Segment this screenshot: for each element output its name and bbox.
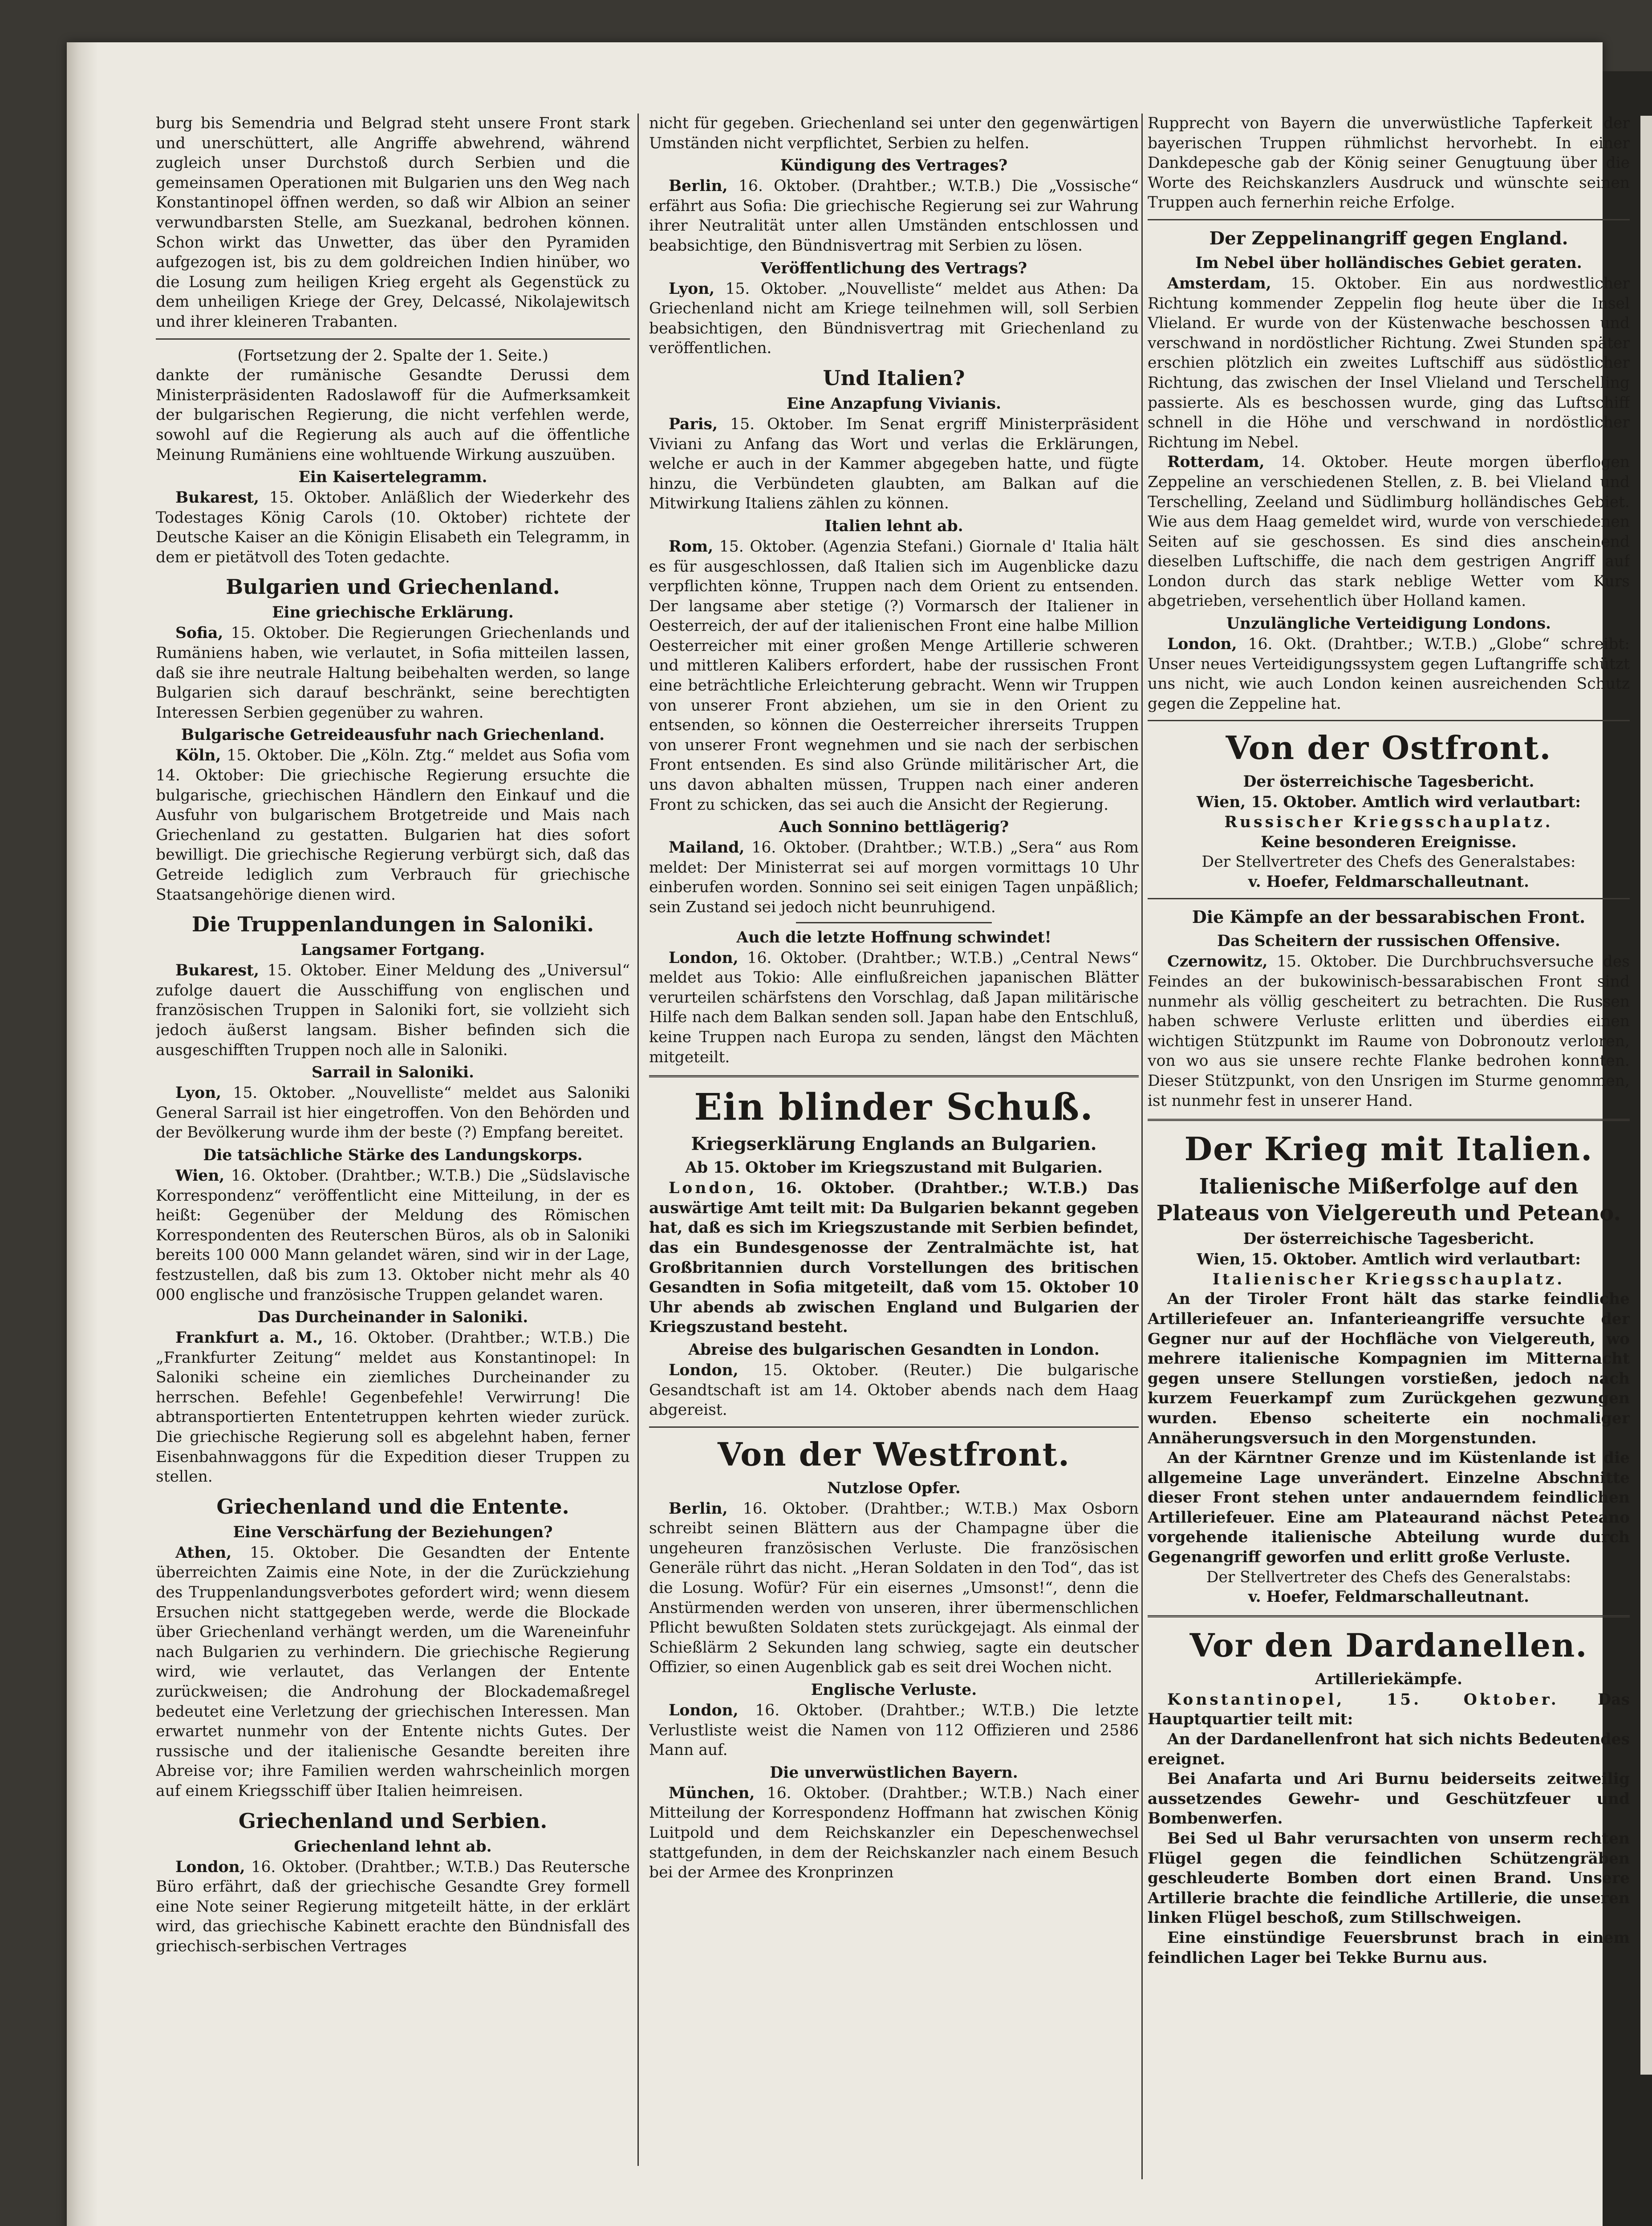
section-heading: Und Italien? [823, 366, 965, 390]
article-heading: Sarrail in Saloniki. [312, 1064, 474, 1082]
body-text: 16. Oktober. (Drahtber.; W.T.B.) Die „Südslavische Korrespondenz“ veröffentlicht eine Mitteilung, in der es heißt: Gegenüber der Meldung des Römischen Korrespondenten des Reuterschen Büros, als ob in Saloniki bereits 100 000 Mann gelandet wären, sind wir in der Lage, festzustellen, daß bis zum 13. Oktober nicht mehr als 40 000 englische und französische Truppen gelandet waren. [156, 1166, 630, 1304]
signature-line: Der Stellvertreter des Chefs des Generalstabes: [1201, 853, 1576, 871]
article-heading: Veröffentlichung des Vertrags? [760, 259, 1027, 277]
article-subheading: Eine griechische Erklärung. [272, 604, 514, 622]
dateline: Lyon, [175, 1084, 222, 1102]
article-text [156, 488, 630, 567]
dateline: Athen, [175, 1544, 232, 1562]
article-text [1148, 1690, 1630, 1730]
body-text: 16. Oktober. (Drahtber.; W.T.B.) Das Reutersche Büro erfährt, daß der griechische Gesandte Grey formell eine Note seiner Regierung mitgeteilt hätte, in der erklärt wird, das griechische Kabinett erachte den Bündnisfall des griechisch-serbischen Vertrages [156, 1858, 630, 1955]
article-subheading: Nutzlose Opfer. [827, 1479, 961, 1497]
dateline: London, [669, 949, 739, 967]
column-rule [637, 114, 639, 2166]
divider [1148, 1615, 1630, 1619]
dateline: Berlin, [669, 1499, 728, 1518]
dateline: Czernowitz, [1167, 953, 1268, 971]
column-rule [1141, 114, 1143, 2179]
article-heading: Italien lehnt ab. [824, 517, 963, 535]
article-text [649, 279, 1139, 358]
body-text: 15. Oktober. (Agenzia Stefani.) Giornale d' Italia hält es für ausgeschlossen, daß Italien sich im Augenblicke dazu verpflichten könne, Truppen nach dem Orient zu entsenden. Der langsame aber stetige (?) Vormarsch der Italiener in Oesterreich, der auf der italienischen Front eine halbe Million Oesterreicher mit einer großen Menge Artillerie schweren und mittleren Kalibers erfordert, habe der russischen Front eine beträchtliche Erleichterung gebracht. Wenn wir Truppen von unserer Front abziehen, um sie in den Orient zu entsenden, so können die Oesterreicher ihrerseits Truppen von unserer Front wegnehmen und sie nach der serbischen Front entsenden. Es sind also Gründe militärischer Art, die uns davon abhalten müssen, Truppen nach einer anderen Front zu schicken, das sei auch die Ansicht der Regierung. [649, 537, 1139, 814]
body-text: 14. Oktober. Heute morgen überflogen Zeppeline an verschiedenen Stellen, z. B. bei Vlieland und Terschelling, Zeeland und Südlimburg holländisches Gebiet. Wie aus dem Haag gemeldet wird, wurde von verschiedenen Seiten auf sie geschossen. Es sind dies anscheinend dieselben Luftschiffe, die nach dem gestrigen Angriff auf London durch das stark neblige Wetter vom Kurs abgetrieben, versehentlich über Holland kamen. [1148, 453, 1630, 610]
divider [796, 922, 992, 923]
body-text: 16. Oktober. (Drahtber.; W.T.B.) Max Osborn schreibt seinen Blättern aus der Champagne über die ungeheuren französischen Verluste. Die französischen Generäle rührt das nicht. „Heran Soldaten in den Tod“, das ist die Losung. Wofür? Für ein eisernes „Umsonst!“, denn die Anstürmenden werden von unseren, ihrer übermenschlichen Pflicht bewußten Soldaten stets zurückgejagt. Als einmal der Schießlärm 2 Sekunden lang schwieg, sagte ein deutscher Offizier, so einen Augenblick gab es seit drei Wochen nicht. [649, 1499, 1139, 1677]
article-text [156, 961, 630, 1060]
dateline: Rotterdam, [1167, 453, 1265, 471]
section-heading: Die Truppenlandungen in Saloniki. [191, 912, 594, 937]
body-text: 15. Oktober. Im Senat ergriff Ministerpräsident Viviani zu Anfang das Wort und verlas die Erklärungen, welche er auch in der Kammer abgegeben hatte, und fügte hinzu, die Verbündeten glaubten, am Balkan auf die Mitwirkung Italiens zählen zu können. [649, 415, 1139, 513]
dateline: London, [669, 1702, 739, 1720]
article-heading: Abreise des bulgarischen Gesandten in London. [688, 1340, 1100, 1359]
dateline: Frankfurt a. M., [175, 1329, 323, 1347]
official-bulletin-line: Wien, 15. Oktober. Amtlich wird verlautbart: [1197, 1251, 1581, 1269]
article-text [156, 1083, 630, 1143]
headline: Der Krieg mit Italien. [1184, 1130, 1593, 1168]
dateline: Amsterdam, [1167, 274, 1271, 292]
body-text: 16. Okt. (Drahtber.; W.T.B.) „Globe“ schreibt: Unser neues Verteidigungssystem gegen Luftangriffe schützt uns nicht, wie auch London keinen ausreichenden Schutz gegen die Zeppeline hat. [1148, 635, 1630, 713]
divider [156, 338, 630, 340]
signature-name: v. Hoefer, Feldmarschalleutnant. [1248, 873, 1529, 891]
body-text: Das Hauptquartier teilt mit: [1148, 1690, 1630, 1729]
page-edge-shadow [67, 42, 98, 2226]
article-text [1148, 952, 1630, 1111]
body-text: 16. Oktober. (Drahtber.; W.T.B.) Die „Frankfurter Zeitung“ meldet aus Konstantinopel: In Saloniki scheine ein ziemliches Durcheinander zu herrschen. Befehle! Gegenbefehle! Verwirrung! Die abtransportierten Ententetruppen kehrten wieder zurück. Die griechische Regierung soll es abgelehnt haben, ferner Eisenbahnwaggons für die Expedition dieser Truppen zu stellen. [156, 1329, 630, 1486]
body-text: 15. Oktober. „Nouvelliste“ meldet aus Athen: Da Griechenland nicht am Kriege teilnehmen will, soll Serbien beabsichtigen, den Bündnisvertrag mit Griechenland zu veröffentlichen. [649, 280, 1139, 357]
headline: Ein blinder Schuß. [694, 1086, 1094, 1129]
body-text: An der Kärntner Grenze und im Küstenlande ist die allgemeine Lage unverändert. Einzelne Abschnitte dieser Front stehen unter andauerndem feindlichen Artilleriefeuer. Eine am Plateaurand nächst Peteano vorgehende italienische Abteilung wurde durch Gegenangriff geworfen und erlitt große Verluste. [1148, 1449, 1630, 1567]
section-heading: Die Kämpfe an der bessarabischen Front. [1192, 907, 1586, 927]
body-text: Eine einstündige Feuersbrunst brach in einem feindlichen Lager bei Tekke Burnu aus. [1148, 1929, 1630, 1967]
article-text: dankte der rumänische Gesandte Derussi dem Ministerpräsidenten Radoslawoff für die Aufmerksamkeit der bulgarischen Regierung, die nicht verfehlen werde, sowohl auf die Regierung als auch auf die öffentliche Meinung Rumäniens eine wohltuende Wirkung auszuüben. [156, 366, 630, 464]
article-heading: Das Durcheinander in Saloniki. [257, 1308, 528, 1327]
article-text [649, 1361, 1139, 1420]
article-text [156, 1166, 630, 1305]
dateline: Paris, [669, 415, 718, 433]
body-text: An der Tiroler Front hält das starke feindliche Artilleriefeuer an. Infanterieangriffe versuchte der Gegner nur auf der Hochfläche von Vielgereuth, wo mehrere italienische Kompagnien im Mitternacht gegen unsere Stellungen vorstießen, jedoch nach kurzem Feuerkampf zum Zurückgehen gezwungen wurden. Ebenso scheiterte ein nochmaliger Annäherungsversuch in den Morgenstunden. [1148, 1290, 1630, 1447]
article-text [1148, 274, 1630, 452]
article-text [649, 176, 1139, 256]
dateline: Köln, [175, 747, 221, 765]
article-text [649, 1178, 1139, 1337]
article-heading: Bulgarische Getreideausfuhr nach Griechenland. [181, 726, 605, 744]
signature-name: v. Hoefer, Feldmarschalleutnant. [1248, 1588, 1529, 1606]
body-text: 16. Oktober. (Drahtber.; W.T.B.) Die „Vossische“ erfährt aus Sofia: Die griechische Regierung sei zur Wahrung ihrer Neutralität unter allen Umständen entschlossen und beabsichtige, den Bündnisvertrag mit Serbien zu lösen. [649, 177, 1139, 255]
section-heading: Der Zeppelinangriff gegen England. [1209, 227, 1568, 249]
article-subheading: Der österreichische Tagesbericht. [1243, 773, 1534, 791]
dateline: Berlin, [669, 177, 728, 195]
article-subheading: Eine Anzapfung Vivianis. [787, 394, 1001, 413]
section-heading: Bulgarien und Griechenland. [226, 575, 560, 599]
dateline: Sofia, [175, 624, 223, 642]
article-text [649, 1499, 1139, 1678]
article-text [649, 1701, 1139, 1760]
body-text: 15. Oktober. Die Regierungen Griechenlands und Rumäniens haben, wie verlautet, in Sofia mitteilen lassen, daß sie ihre neutrale Haltung beibehalten werden, so lange Bulgarien sich darauf beschränkt, seine berechtigten Interessen Serbien gegenüber zu wahren. [156, 624, 630, 722]
article-heading: Die unverwüstlichen Bayern. [770, 1763, 1018, 1782]
dateline: London, [175, 1858, 245, 1876]
divider [649, 1075, 1139, 1079]
dateline: Bukarest, [175, 962, 259, 980]
headline: Von der Ostfront. [1226, 729, 1552, 767]
article-text: nicht für gegeben. Griechenland sei unter den gegenwärtigen Umständen nicht verpflichtet, Serbien zu helfen. [649, 114, 1139, 152]
section-heading: Griechenland und die Entente. [216, 1494, 569, 1519]
article-text [649, 838, 1139, 917]
body-text: 15. Oktober. (Reuter.) Die bulgarische Gesandtschaft ist am 14. Oktober abends nach dem Haag abgereist. [649, 1361, 1139, 1419]
column-3 [1148, 114, 1630, 2179]
column-1 [156, 114, 630, 2202]
article-heading: Ein Kaisertelegramm. [298, 468, 487, 487]
article-text [156, 1857, 630, 1957]
dateline: London, [669, 1179, 757, 1198]
article-heading: Englische Verluste. [811, 1681, 977, 1699]
body-text: Bei Sed ul Bahr verursachten von unserm rechten Flügel gegen die feindlichen Schützengräben geschleuderte Bomben dort einen Brand. Unsere Artillerie brachte die feindliche Artillerie, die unseren linken Flügel beschoß, zum Stillschweigen. [1148, 1830, 1630, 1927]
article-subheading: Der österreichische Tagesbericht. [1243, 1230, 1534, 1248]
article-heading: Unzulängliche Verteidigung Londons. [1226, 615, 1551, 633]
dateline: London, [1167, 635, 1237, 654]
body-text: 16. Oktober. (Drahtber.; W.T.B.) Die letzte Verlustliste weist die Namen von 112 Offizieren und 2586 Mann auf. [649, 1702, 1139, 1759]
article-text [649, 948, 1139, 1068]
dateline: Rom, [669, 537, 714, 556]
body-text: 16. Oktober. (Drahtber.; W.T.B.) „Sera“ aus Rom meldet: Der Ministerrat sei auf morgen vormittags 10 Uhr einberufen worden. Sonnino sei seit einigen Tagen unpäßlich; sein Zustand sei jedoch nicht beunruhigend. [649, 839, 1139, 916]
body-text: 16. Oktober. (Drahtber.; W.T.B.) Nach einer Mitteilung der Korrespondenz Hoffmann hat zwischen König Luitpold und dem Reichskanzler ein Depeschenwechsel stattgefunden, in dem der Reichskanzler nach einem Besuch bei der Armee des Kronprinzen [649, 1784, 1139, 1882]
article-subheading: Artilleriekämpfe. [1315, 1670, 1463, 1688]
article-subheading: Eine Verschärfung der Beziehungen? [233, 1523, 553, 1541]
divider [1148, 898, 1630, 899]
signature-line: Der Stellvertreter des Chefs des Generalstabs: [1206, 1568, 1571, 1586]
headline-subtitle: Kriegserklärung Englands an Bulgarien. [691, 1133, 1097, 1155]
article-text [649, 414, 1139, 514]
article-heading: Die tatsächliche Stärke des Landungskorps. [203, 1146, 583, 1164]
headline: Vor den Dardanellen. [1189, 1626, 1588, 1664]
article-text: Rupprecht von Bayern die unverwüstliche Tapferkeit der bayerischen Truppen rühmlichst hervorhebt. In einer Dankdepesche gab der König seiner Genugtuung über die Worte des Reichskanzlers Ausdruck und wünschte seinen Truppen auch fernerhin reiche Erfolge. [1148, 114, 1630, 212]
continuation-note: (Fortsetzung der 2. Spalte der 1. Seite.) [237, 346, 548, 365]
body-text: 16. Oktober. (Drahtber.; W.T.B.) Das auswärtige Amt teilt mit: Da Bulgarien bekannt gegeben hat, daß es sich im Kriegszustande mit Serbien befindet, das ein Bundesgenosse der Zentralmächte ist, hat Großbritannien durch Vorstellungen des britischen Gesandten in Sofia mitgeteilt, daß vom 15. Oktober 10 Uhr abends ab zwischen England und Bulgarien der Kriegszustand besteht. [649, 1179, 1139, 1336]
article-text [1148, 634, 1630, 714]
article-heading: Auch die letzte Hoffnung schwindet! [736, 928, 1051, 946]
theater-of-war: Russischer Kriegsschauplatz. [1224, 813, 1553, 832]
dateline: Lyon, [669, 280, 715, 298]
dateline: Wien, [175, 1166, 225, 1185]
body-text: Bei Anafarta und Ari Burnu beiderseits zeitweilig aussetzendes Gewehr- und Geschützfeuer und Bombenwerfen. [1148, 1770, 1630, 1828]
article-subheading: Ab 15. Oktober im Kriegszustand mit Bulgarien. [685, 1159, 1103, 1177]
headline-subtitle: Italienische Mißerfolge auf den Plateaus von Vielgereuth und Peteano. [1156, 1174, 1621, 1226]
divider [1148, 219, 1630, 220]
body-text: An der Dardanellenfront hat sich nichts Bedeutendes ereignet. [1148, 1730, 1630, 1768]
article-text [649, 537, 1139, 815]
article-text [1148, 452, 1630, 611]
section-heading: Griechenland und Serbien. [238, 1808, 548, 1833]
article-text [156, 1328, 630, 1487]
body-text: 15. Oktober. Einer Meldung des „Universul“ zufolge dauert die Ausschiffung von englischen und französischen Truppen in Saloniki fort, sie vollzieht sich jedoch äußerst langsam. Bisher befinden sich die ausgeschifften Truppen noch alle in Saloniki. [156, 962, 630, 1059]
headline: Von der Westfront. [717, 1435, 1071, 1473]
article-text [156, 623, 630, 723]
body-text: 15. Oktober. Die Gesandten der Entente überreichten Zaimis eine Note, in der die Zurückziehung des Truppenlandungsverbotes gefordert wird; wenn diesem Ersuchen nicht stattgegeben werde, werde die Blockade über Griechenland verhängt werden, um die Wareneinfuhr nach Bulgarien zu verhindern. Die griechische Regierung wird, wie verlautet, das Verlangen der Entente zurückweisen; die Androhung der Blockademaßregel bedeutet eine Verletzung der griechischen Interessen. Man erwartet nunmehr von der Entente nichts Gutes. Der russische und der italienische Gesandte bereiten ihre Abreise vor; ihre Familien werden wahrscheinlich morgen auf einem Kriegsschiff über Italien heimreisen. [156, 1544, 630, 1800]
body-text: 15. Oktober. Ein aus nordwestlicher Richtung kommender Zeppelin flog heute über die Insel Vlieland. Er wurde von der Küstenwache beschossen und verschwand in nordöstlicher Richtung. Zwei Stunden später erschien plötzlich ein zweites Luftschiff aus südöstlicher Richtung, das zwischen der Insel Vlieland und Terschelling passierte. Als es beschossen wurde, ging das Luftschiff schnell in die Höhe und verschwand in nordöstlicher Richtung im Nebel. [1148, 274, 1630, 451]
article-text: burg bis Semendria und Belgrad steht unsere Front stark und unerschüttert, alle Angriffe abwehrend, während zugleich unser Durchstoß durch Serbien und die gemeinsamen Operationen mit Bulgarien uns den Weg nach Konstantinopel öffnen werden, so daß wir Albion an seiner verwundbarsten Stelle, am Suezkanal, bedrohen können. Schon wirkt das Unwetter, das über den Pyramiden aufgezogen ist, bis zu dem goldreichen Indien hinüber, wo die Losung zum heiligen Krieg ergeht als Gegenstück zu dem unheiligen Kriege der Grey, Delcassé, Nikolajewitsch und ihrer kleineren Trabanten. [156, 114, 630, 331]
article-text [649, 1783, 1139, 1883]
body-text: Keine besonderen Ereignisse. [1261, 833, 1517, 851]
dateline: Mailand, [669, 839, 745, 857]
body-text: 16. Oktober. (Drahtber.; W.T.B.) „Central News“ meldet aus Tokio: Alle einflußreichen japanischen Blätter verurteilen schärfstens den Vorschlag, daß Japan militärische Hilfe nach dem Balkan senden soll. Japan habe den Entschluß, keine Truppen nach Europa zu senden, längst den Mächten mitgeteilt. [649, 949, 1139, 1066]
article-text [156, 746, 630, 905]
dateline: München, [669, 1784, 755, 1802]
divider [1148, 1119, 1630, 1122]
body-text: 15. Oktober. Die „Köln. Ztg.“ meldet aus Sofia vom 14. Oktober: Die griechische Regierung ersuchte die bulgarische, griechischen Händlern den Einkauf und die Ausfuhr von bulgarischem Brotgetreide und Mais nach Griechenland zu gestatten. Bulgarien hat dies sofort bewilligt. Die griechische Regierung verbürgt sich, daß das Getreide lediglich zum Verbrauch für griechische Staatsangehörige dienen wird. [156, 747, 630, 904]
article-subheading: Das Scheitern der russischen Offensive. [1217, 932, 1560, 951]
article-subheading: Im Nebel über holländisches Gebiet geraten. [1195, 254, 1582, 272]
dateline: Bukarest, [175, 489, 259, 507]
official-bulletin-line: Wien, 15. Oktober. Amtlich wird verlautbart: [1197, 793, 1581, 812]
article-text [156, 1543, 630, 1801]
body-text: 15. Oktober. „Nouvelliste“ meldet aus Saloniki General Sarrail ist hier eingetroffen. Von den Behörden und der Bevölkerung wurde ihm der beste (?) Empfang bereitet. [156, 1084, 630, 1142]
dateline: London, [669, 1361, 739, 1379]
divider [1148, 720, 1630, 721]
dateline: Konstantinopel, 15. Oktober. [1167, 1690, 1559, 1709]
article-subheading: Langsamer Fortgang. [300, 941, 485, 959]
next-page-edge [1640, 116, 1652, 2075]
column-2 [649, 114, 1139, 2170]
article-heading: Auch Sonnino bettlägerig? [779, 818, 1009, 837]
divider [649, 1426, 1139, 1428]
article-heading: Kündigung des Vertrages? [780, 157, 1008, 175]
body-text: 15. Oktober. Anläßlich der Wiederkehr des Todestages König Carols (10. Oktober) richtete der Deutsche Kaiser an die Königin Elisabeth ein Telegramm, in dem er pietätvoll des Toten gedachte. [156, 489, 630, 566]
article-subheading: Griechenland lehnt ab. [294, 1837, 492, 1856]
theater-of-war: Italienischer Kriegsschauplatz. [1212, 1270, 1565, 1288]
body-text: 15. Oktober. Die Durchbruchsversuche des Feindes an der bukowinisch-bessarabischen Front sind nunmehr als völlig gescheitert zu betrachten. Die Russen haben schwere Verluste erlitten und überdies einen wichtigen Stützpunkt im Raume von Dobronoutz verloren, von wo aus sie unsere rechte Flanke bedrohen konnten. Dieser Stützpunkt, von den Unsrigen im Sturme genommen, ist nunmehr fest in unserer Hand. [1148, 953, 1630, 1110]
